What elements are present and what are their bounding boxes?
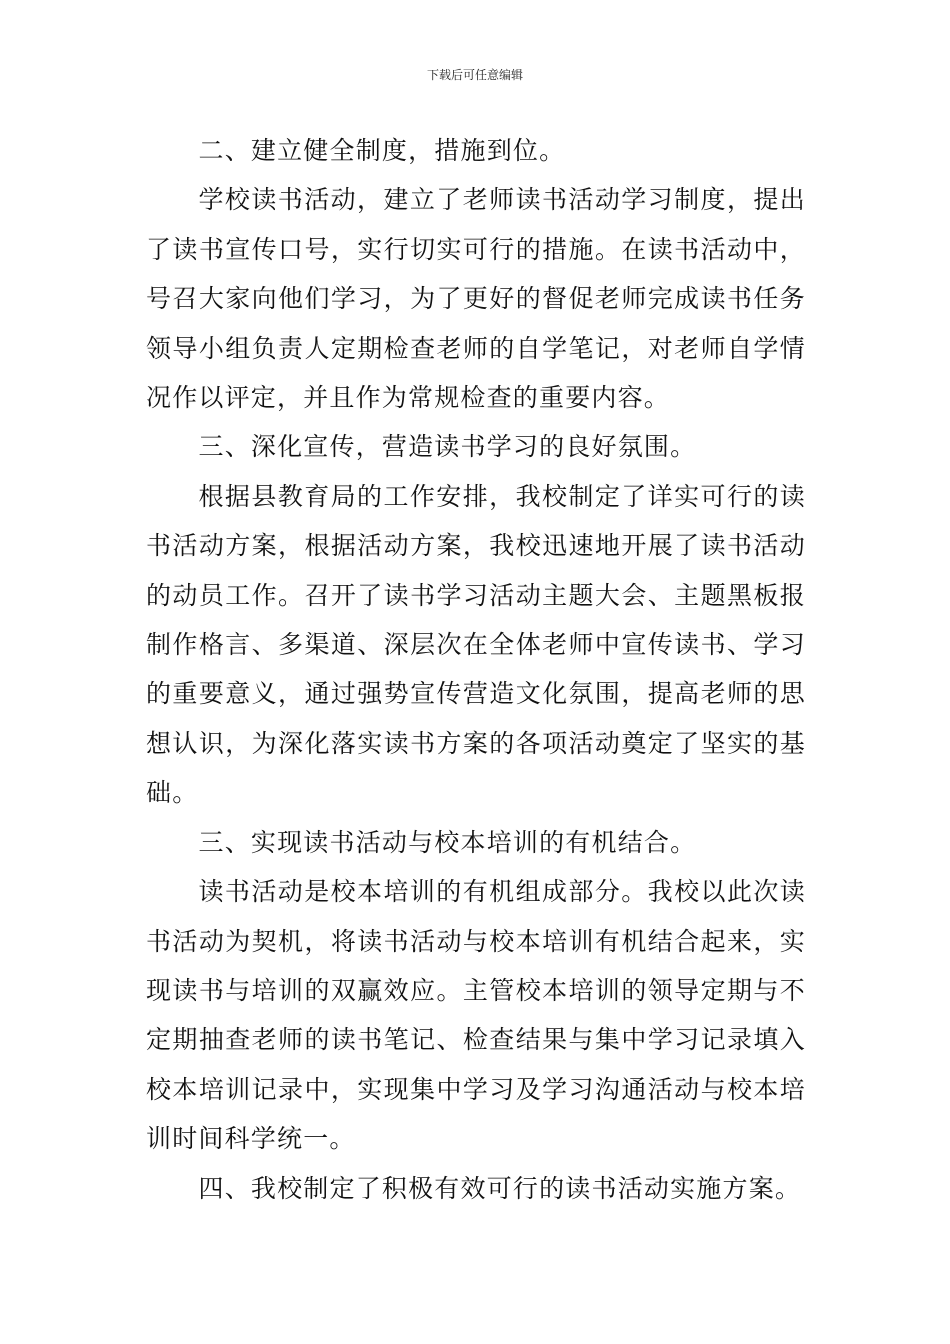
document-body (146, 126, 806, 1213)
section-heading-2: 二、建立健全制度，措施到位。 (198, 136, 566, 165)
page-header-note: 下载后可任意编辑 (426, 68, 523, 82)
body-paragraph: 根据县教育局的工作安排，我校制定了详实可行的读书活动方案，根据活动方案，我校迅速地开展了读书活动的动员工作。召开了读书学习活动主题大会、主题黑板报制作格言、多渠道、深层次在全体老师中宣传读书、学习的重要意义，通过强势宣传营造文化氛围，提高老师的思想认识，为深化落实读书方案的各项活动奠定了坚实的基础。 (146, 481, 806, 808)
section-heading-3: 三、深化宣传，营造读书学习的良好氛围。 (198, 432, 697, 462)
section-heading-3b: 三、实现读书活动与校本培训的有机结合。 (198, 827, 697, 857)
body-paragraph: 读书活动是校本培训的有机组成部分。我校以此次读书活动为契机，将读书活动与校本培训有机结合起来，实现读书与培训的双赢效应。主管校本培训的领导定期与不定期抽查老师的读书笔记、检查结果与集中学习记录填入校本培训记录中，实现集中学习及学习沟通活动与校本培训时间科学统一。 (146, 877, 806, 1154)
body-paragraph: 学校读书活动，建立了老师读书活动学习制度，提出了读书宣传口号，实行切实可行的措施。在读书活动中，号召大家向他们学习，为了更好的督促老师完成读书任务领导小组负责人定期检查老师的自学笔记，对老师自学情况作以评定，并且作为常规检查的重要内容。 (146, 185, 806, 413)
section-heading-4: 四、我校制定了积极有效可行的读书活动实施方案。 (198, 1173, 802, 1203)
